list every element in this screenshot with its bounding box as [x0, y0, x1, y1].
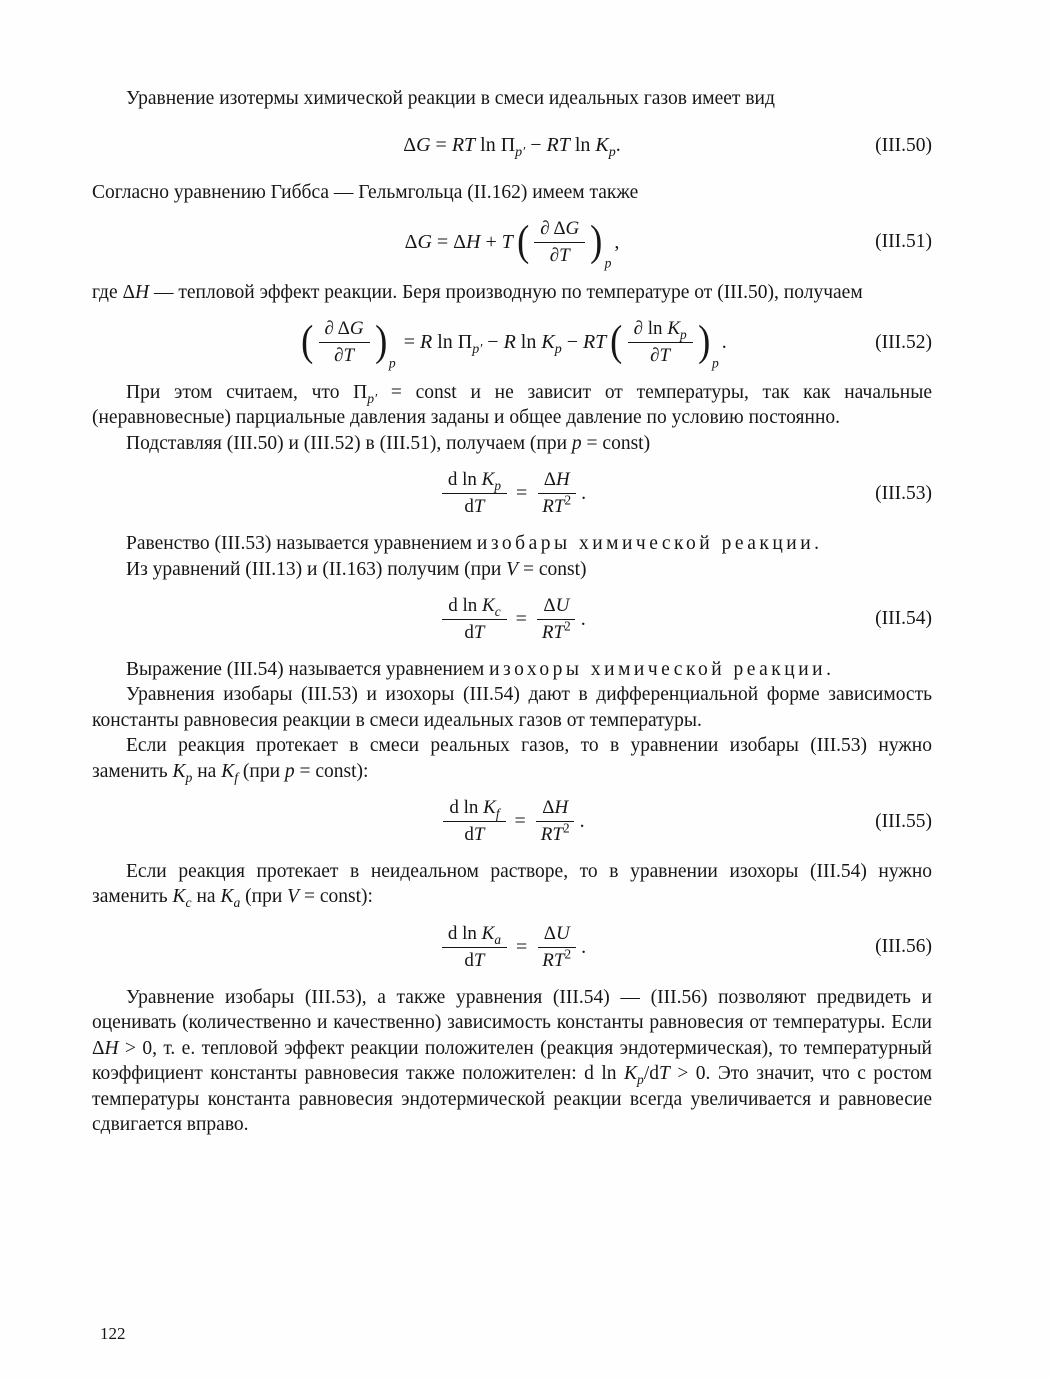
equation-number: (III.55) — [875, 810, 932, 832]
equation — [439, 797, 584, 846]
open-paren: ( — [516, 218, 530, 266]
fraction-denominator: ∂T — [549, 244, 570, 266]
paragraph: Уравнение изотермы химической реакции в смеси идеальных газов имеет вид — [126, 88, 775, 109]
paragraph: Если реакция протекает в смеси реальных газов, то в уравнении изобары (III.53) нужно заменить $K_p$ на $K_f$ (при p = const): — [92, 735, 932, 785]
equation-text: . — [581, 482, 587, 505]
equation-row — [92, 923, 932, 972]
equation-row — [92, 595, 932, 644]
fraction — [443, 797, 505, 846]
paragraph: где ΔH — тепловой эффект реакции. Беря производную по температуре от (III.50), получаем — [92, 281, 863, 303]
paren-subscript: p — [604, 255, 612, 271]
paragraph: При этом считаем, что $\Pi_{p'}$ = const и не зависит от температуры, так как начальные (неравновесные) парциальные давления заданы и общее давление по условию постоянно. — [92, 381, 932, 429]
equation-row — [92, 318, 932, 371]
paragraph: Выражение (III.54) называется уравнением изохоры химической реакции. — [126, 658, 831, 680]
open-paren: ( — [301, 318, 314, 366]
equation-number: (III.50) — [875, 134, 932, 156]
equation-row — [92, 797, 932, 846]
fraction — [536, 595, 577, 644]
fraction-denominator: dT — [464, 496, 485, 518]
fraction-denominator: ∂T — [334, 345, 355, 367]
fraction-denominator: $RT^2$ — [542, 492, 572, 518]
paragraph: Согласно уравнению Гиббса — Гельмгольца (II.162) имеем также — [92, 181, 639, 203]
equation — [297, 318, 727, 371]
fraction-numerator: ΔH — [536, 797, 574, 822]
equation-row — [92, 218, 932, 271]
fraction — [536, 469, 577, 518]
close-paren: ) — [590, 218, 603, 266]
page-number: 122 — [100, 1324, 126, 1343]
fraction — [319, 318, 370, 367]
paragraph: Равенство (III.53) называется уравнением изобары химической реакции. — [126, 533, 820, 555]
equation-number: (III.56) — [875, 936, 932, 958]
close-paren: ) — [697, 318, 710, 366]
fraction — [628, 318, 693, 367]
fraction — [442, 469, 507, 518]
paragraph: Уравнение изобары (III.53), а также уравнения (III.54) — (III.56) позволяют предвидеть и оценивать (количественно и качественно) зависимость константы равновесия от температуры. Если ΔH > 0, т. е. тепловой эффект реакции положителен (реакция эндотермическая), то температурный коэффициент константы равновесия также положителен: d $\ln K_p/dT > 0$. Это значит, что с ростом температуры константа равновесия эндотермической реакции всегда увеличивается и равновесие сдвигается вправо. — [92, 986, 932, 1136]
fraction-numerator: ΔU — [538, 923, 576, 948]
equation-text: = — [511, 482, 533, 505]
equation — [438, 923, 586, 972]
paren-content — [624, 318, 697, 367]
paragraph: Подставляя (III.50) и (III.52) в (III.51), получаем (при p = const) — [126, 432, 651, 454]
fraction-numerator: ΔU — [537, 595, 575, 620]
parenthesized-group — [300, 318, 396, 371]
fraction-numerator: d $\ln K_f$ — [443, 797, 505, 822]
paragraph: Если реакция протекает в неидеальном растворе, то в уравнении изохоры (III.54) нужно заменить $K_c$ на $K_a$ (при V = const): — [92, 860, 932, 911]
equation-text: ΔG = RT $\ln \Pi_{p'}$ − RT $\ln K_p$. — [403, 134, 621, 160]
fraction-denominator: $RT^2$ — [540, 820, 570, 846]
fraction-numerator: d $\ln K_a$ — [442, 923, 507, 948]
fraction-denominator: dT — [464, 621, 485, 643]
equation — [438, 469, 586, 518]
equation-text: = — [510, 607, 532, 630]
fraction — [442, 923, 507, 972]
equation-text: . — [581, 935, 587, 958]
fraction-numerator: ∂ ΔG — [319, 318, 370, 343]
equation-number: (III.51) — [875, 231, 932, 253]
equation-text: , — [614, 230, 620, 253]
paren-content — [530, 218, 589, 267]
equation-text: = — [511, 935, 533, 958]
fraction-denominator: $RT^2$ — [541, 618, 571, 643]
open-paren: ( — [610, 318, 623, 366]
fraction-numerator: ∂ ΔG — [534, 218, 585, 243]
equation-row — [92, 469, 932, 518]
equation-text: = — [509, 810, 531, 833]
equation-text: ΔG = ΔH + T — [404, 230, 513, 253]
equation-row — [92, 125, 932, 167]
fraction-denominator: dT — [464, 824, 485, 846]
equation-text: = R $\ln \Pi_{p'} - R$ $\ln K_p$ − RT — [398, 331, 607, 358]
fraction-numerator: d $\ln K_p$ — [442, 469, 507, 494]
fraction-denominator: ∂T — [650, 345, 671, 367]
equation-text: . — [579, 810, 585, 833]
paragraph: Из уравнений (III.13) и (II.163) получим (при V = const) — [126, 558, 587, 580]
paren-subscript: p — [388, 355, 396, 371]
equation — [438, 595, 586, 644]
fraction-numerator: d $\ln K_c$ — [442, 595, 506, 620]
paren-subscript: p — [711, 355, 719, 371]
fraction-numerator: ΔH — [538, 469, 576, 494]
equation — [404, 218, 620, 271]
parenthesized-group — [609, 318, 719, 371]
paragraph: Уравнения изобары (III.53) и изохоры (III.54) дают в дифференциальной форме зависимость константы равновесия реакции в смеси идеальных газов от температуры. — [92, 684, 932, 731]
equation-text: . — [580, 607, 586, 630]
fraction — [535, 797, 576, 846]
equation — [403, 134, 621, 160]
fraction — [536, 923, 577, 972]
paren-content — [315, 318, 374, 367]
fraction-denominator: dT — [464, 949, 485, 971]
text-column — [92, 86, 932, 1138]
equation-number: (III.52) — [875, 331, 932, 353]
parenthesized-group — [516, 218, 612, 271]
fraction-numerator: ∂ $\ln K_p$ — [628, 318, 693, 343]
fraction — [534, 218, 585, 267]
close-paren: ) — [374, 318, 387, 366]
fraction-denominator: $RT^2$ — [542, 946, 572, 971]
fraction — [442, 595, 506, 644]
equation-number: (III.54) — [875, 608, 932, 630]
equation-number: (III.53) — [875, 482, 932, 504]
equation-text: . — [721, 331, 727, 354]
